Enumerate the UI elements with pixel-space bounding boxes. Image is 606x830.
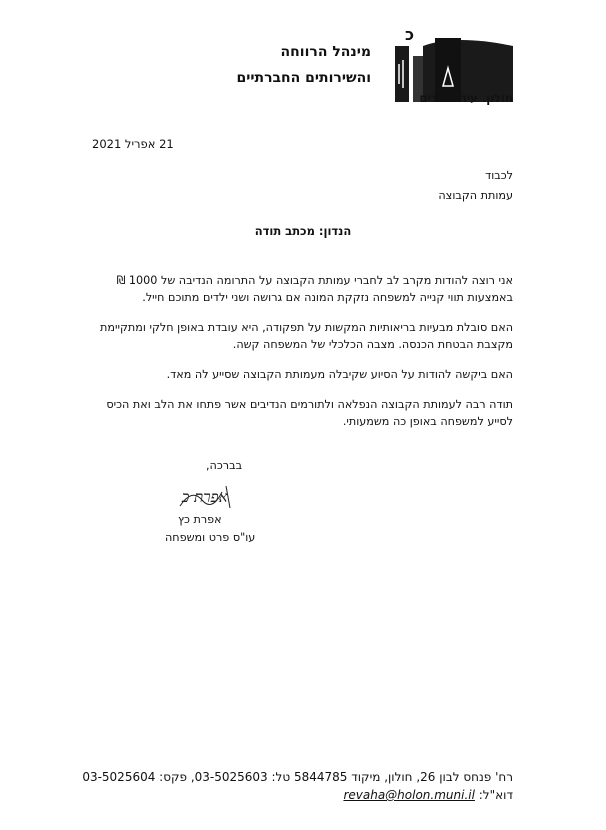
signer-name: אפרת כץ: [178, 513, 222, 526]
signature-mark: אפרת כ: [182, 488, 228, 506]
body-paragraph-1-line-1: אני רוצה להודות מקרב לב לחברי עמותת הקבוצה על התרומה הנדיבה של 1000 ₪: [116, 274, 513, 287]
body-paragraph-2-line-1: האם סובלת מבעיות בריאותיות המקשות על תפקודה, היא עובדת באופן חלקי ומתקיימת: [100, 321, 513, 334]
body-paragraph-3-line-1: האם ביקשה להודות על הסיוע שקיבלה מעמותת הקבוצה שסייע לה מאד.: [166, 368, 513, 381]
handwritten-signature: [178, 482, 240, 510]
body-paragraph-2-line-2: מקצבת הבטחת הכנסה. מצבה הכלכלי של המשפחה קשה.: [232, 338, 513, 351]
body-paragraph-4-line-1: תודה רבה לעמותת הקבוצה הנפלאה ולתורמים הנדיבים אשר פתחו את הלב ואת הכיס: [106, 398, 513, 411]
signer-title: עו"ס פרט ומשפחה: [165, 531, 256, 544]
footer-email-label: דוא"ל:: [478, 788, 513, 802]
city-tagline: חולון. עיר הילדים: [419, 91, 513, 105]
svg-text:כ: כ: [405, 25, 415, 44]
recipient-salutation: לכבוד: [485, 169, 513, 182]
letter-subject: הנדון: מכתב תודה: [254, 224, 352, 238]
body-paragraph-4-line-2: לסייע למשפחה באופן כה משמעותי.: [342, 415, 513, 428]
department-name-line1: מינהל הרווחה: [280, 44, 371, 60]
department-name-line2: והשירותים החברתיים: [236, 70, 371, 86]
closing-greeting: בברכה,: [206, 459, 243, 472]
footer-address: רח' פנחס לבון 26, חולון, מיקוד 5844785 טל: 03-5025603, פקס: 03-5025604: [82, 770, 513, 784]
body-paragraph-1-line-2: באמצעות תווי קנייה למשפחה נזקקת המונה אם גרושה ושני ילדים מתוכם חייל.: [142, 291, 513, 304]
letter-date: 21 אפריל 2021: [92, 137, 174, 151]
footer-email-line: [343, 788, 513, 802]
footer-email-link[interactable]: revaha@holon.muni.il: [343, 788, 475, 802]
recipient-name: עמותת הקבוצה: [438, 189, 513, 202]
